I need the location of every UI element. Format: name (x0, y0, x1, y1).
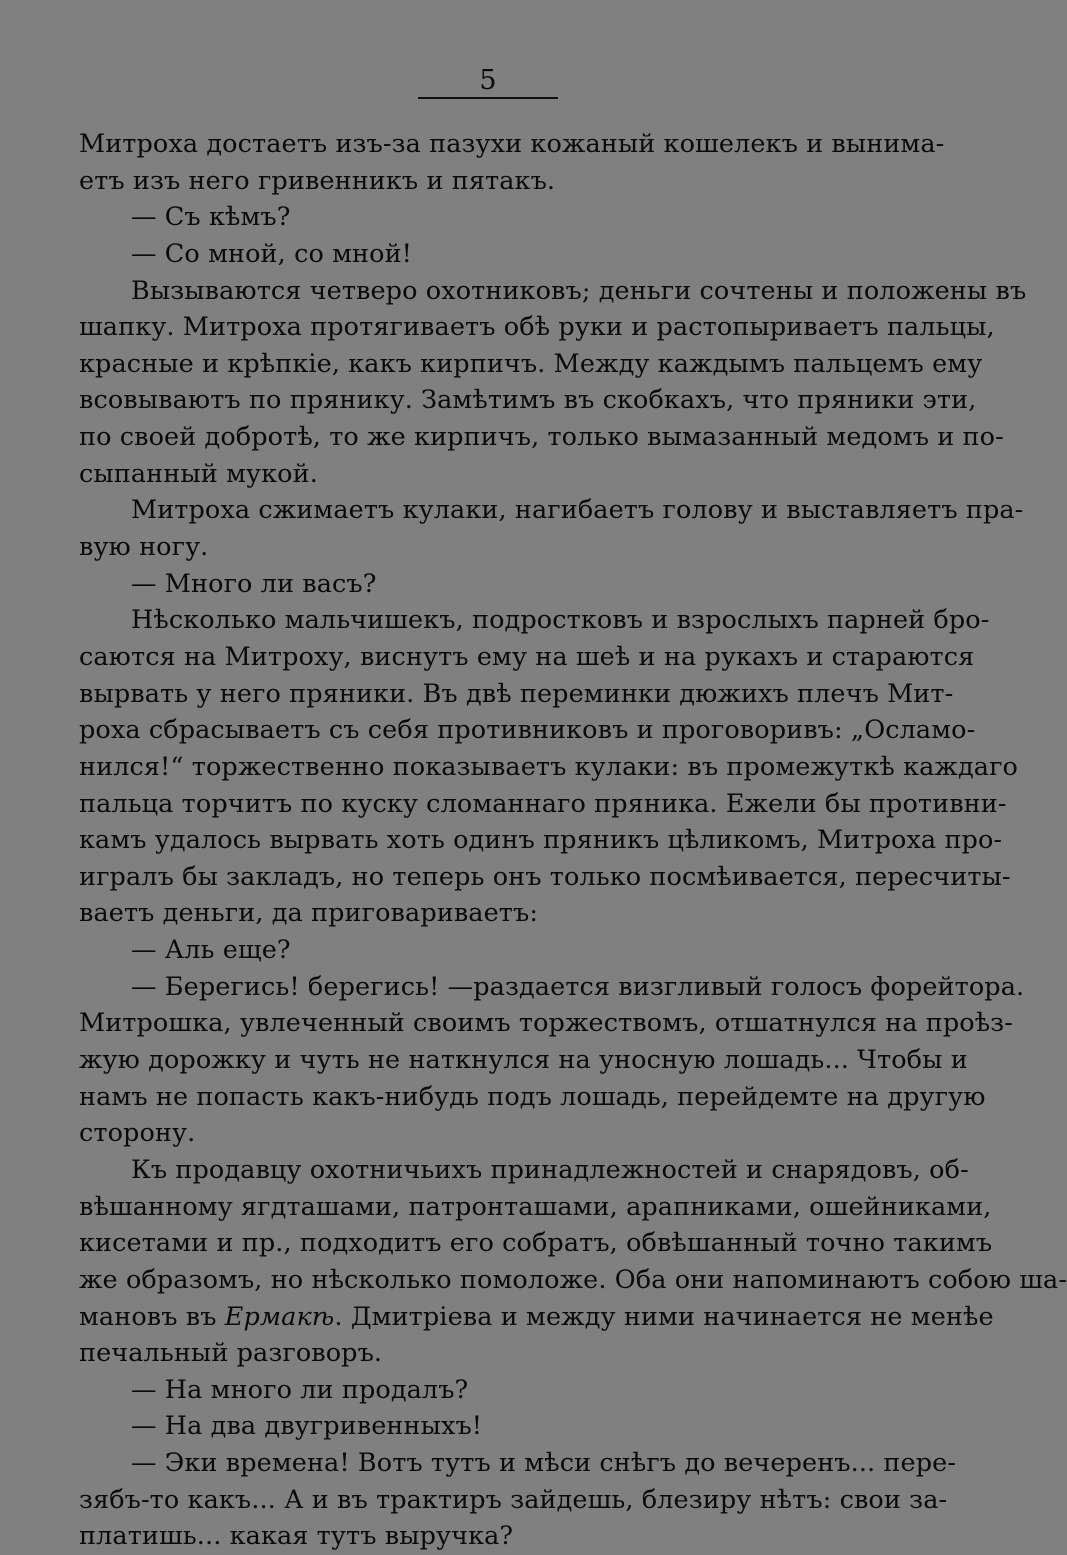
text-line: Нѣсколько мальчишекъ, подростковъ и взрослыхъ парней бро- (131, 605, 990, 636)
text-line: нился!“ торжественно показываетъ кулаки: въ промежуткѣ каждаго (79, 751, 1019, 782)
text-line: Митроха достаетъ изъ-за пазухи кожаный кошелекъ и вынима- (79, 129, 945, 159)
text-segment: . Дмитріева и между ними начинается не менѣе (334, 1301, 994, 1332)
text-line: печальный разговоръ. (79, 1338, 383, 1369)
text-line: вырвать у него пряники. Въ двѣ переминки дюжихъ плечъ Мит- (79, 678, 954, 709)
text-line: Митрошка, увлеченный своимъ торжествомъ, отшатнулся на проѣз- (79, 1008, 1013, 1039)
text-line: всовываютъ по прянику. Замѣтимъ въ скобкахъ, что пряники эти, (79, 385, 977, 416)
text-line: игралъ бы закладъ, но теперь онъ только посмѣивается, пересчиты- (79, 861, 1011, 892)
text-line: же образомъ, но нѣсколько помоложе. Оба они напоминаютъ собою ша- (79, 1264, 1067, 1295)
text-line: етъ изъ него гривенникъ и пятакъ. (79, 165, 556, 196)
page-number-rule (418, 97, 558, 99)
dialogue-line: — Эки времена! Вотъ тутъ и мѣси снѣгъ до вечеренъ... пере- (131, 1448, 957, 1479)
text-line: зябъ-то какъ... А и въ трактиръ зайдешь, блезиру нѣтъ: свои за- (79, 1484, 948, 1515)
text-line: намъ не попасть какъ-нибудь подъ лошадь, перейдемте на другую (79, 1081, 986, 1112)
body-text (79, 126, 1067, 1555)
text-line: платишь... какая тутъ выручка? (79, 1521, 514, 1552)
text-segment: мановъ въ (79, 1301, 217, 1332)
text-line: Вызываются четверо охотниковъ; деньги сочтены и положены въ (131, 275, 1027, 306)
text-line: сыпанный мукой. (79, 458, 318, 489)
text-line: саются на Митроху, виснутъ ему на шеѣ и на рукахъ и стараются (79, 641, 975, 672)
italic-title: Ермакѣ (224, 1301, 335, 1332)
text-line: Митроха сжимаетъ кулаки, нагибаетъ голову и выставляетъ пра- (131, 495, 1024, 526)
dialogue-line: — Со мной, со мной! (131, 238, 413, 269)
text-line: шапку. Митроха протягиваетъ обѣ руки и растопыриваетъ пальцы, (79, 312, 995, 343)
text-line: роха сбрасываетъ съ себя противниковъ и проговоривъ: „Осламо- (79, 715, 976, 746)
text-line: кисетами и пр., подходитъ его собратъ, обвѣшанный точно такимъ (79, 1228, 993, 1259)
dialogue-line: — На много ли продалъ? (131, 1374, 469, 1405)
dialogue-line: — Аль еще? (131, 935, 291, 966)
text-line: красные и крѣпкіе, какъ кирпичъ. Между каждымъ пальцемъ ему (79, 348, 983, 379)
text-line: камъ удалось вырвать хоть одинъ пряникъ цѣликомъ, Митроха про- (79, 825, 1003, 856)
text-line: Къ продавцу охотничьихъ принадлежностей и снарядовъ, об- (131, 1154, 969, 1185)
text-line: по своей добротѣ, то же кирпичъ, только вымазанный медомъ и по- (79, 422, 1004, 453)
text-line: ваетъ деньги, да приговариваетъ: (79, 898, 539, 929)
dialogue-line: — Берегись! берегись! —раздается визгливый голосъ форейтора. (131, 971, 1025, 1002)
text-line: жую дорожку и чуть не наткнулся на уносную лошадь... Чтобы и (79, 1045, 968, 1076)
page-number: 5 (479, 65, 497, 96)
text-line: вѣшанному ягдташами, патронташами, арапниками, ошейниками, (79, 1191, 992, 1222)
dialogue-line: — Съ кѣмъ? (131, 202, 291, 233)
text-line: вую ногу. (79, 532, 209, 563)
text-line: сторону. (79, 1118, 196, 1149)
dialogue-line: — На два двугривенныхъ! (131, 1411, 483, 1442)
dialogue-line: — Много ли васъ? (131, 568, 377, 599)
text-line (79, 1299, 994, 1336)
text-line: пальца торчитъ по куску сломаннаго пряника. Ежели бы противни- (79, 788, 1007, 819)
